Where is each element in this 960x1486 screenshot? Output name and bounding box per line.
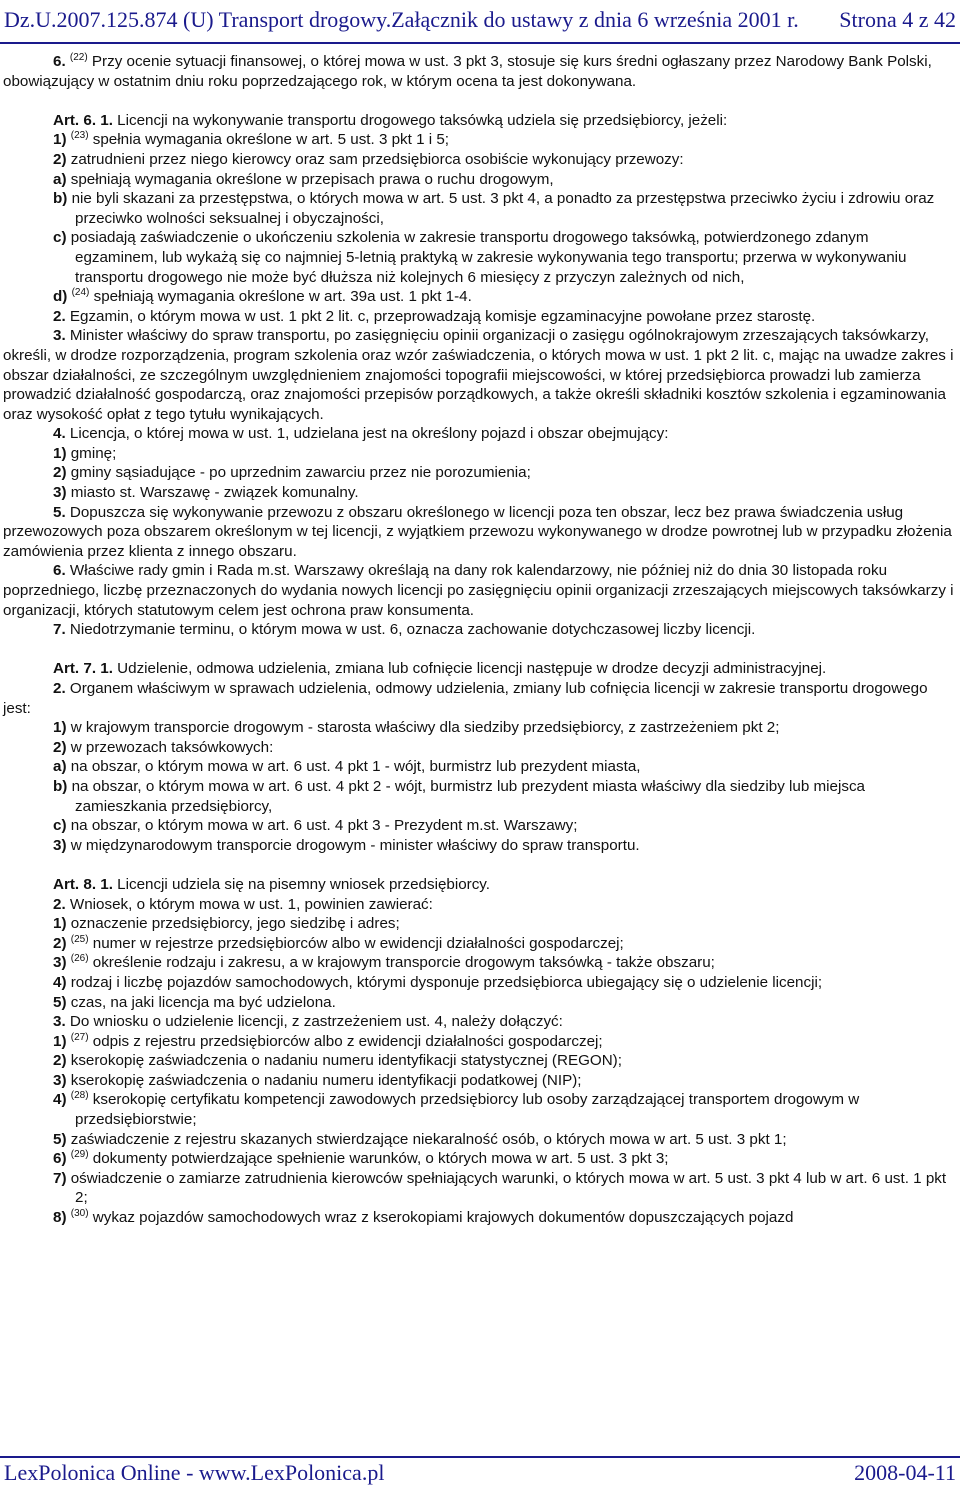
paragraph-text: Właściwe rady gmin i Rada m.st. Warszawy określają na dany rok kalendarzowy, nie później niż do dnia 30 listopada roku poprzedniego, liczbę przeznaczonych do wydania nowych licencji po zasięgnięciu opinii organizacji zrzeszających miejscowych taksówkarzy i organizacji, których statutowym celem jest ochrona praw konsumenta. — [3, 562, 954, 619]
paragraph — [3, 973, 955, 993]
paragraph-number: 2) — [53, 934, 67, 952]
paragraph — [3, 777, 955, 816]
paragraph-text: Licencja, o której mowa w ust. 1, udzielana jest na określony pojazd i obszar obejmujący: — [65, 425, 669, 443]
paragraph-number: 2) — [53, 464, 67, 482]
paragraph — [3, 150, 955, 170]
paragraph-number: 7) — [53, 1169, 67, 1187]
paragraph-number: b) — [53, 777, 68, 795]
paragraph-text: nie byli skazani za przestępstwa, o których mowa w art. 5 ust. 3 pkt 4, a ponadto za przestępstwa przeciwko życiu i zdrowiu oraz przeciwko wolności seksualnej i obyczajności, — [67, 190, 935, 227]
paragraph-number: 3) — [53, 954, 67, 972]
paragraph-spacer — [3, 855, 955, 875]
paragraph-text: określenie rodzaju i zakresu, a w krajowym transporcie drogowym taksówką - także obszaru; — [88, 954, 715, 972]
paragraph — [3, 170, 955, 190]
paragraph-text: spełniają wymagania określone w art. 39a ust. 1 pkt 1-4. — [89, 288, 472, 306]
paragraph-number: 4. — [53, 425, 66, 443]
paragraph — [3, 1012, 955, 1032]
paragraph-text: zatrudnieni przez niego kierowcy oraz sam przedsiębiorca osobiście wykonujący przewozy: — [66, 150, 684, 168]
footnote-marker: (29) — [70, 1149, 89, 1161]
paragraph-text: gminy sąsiadujące - po uprzednim zawarciu przez nie porozumienia; — [66, 464, 531, 482]
paragraph-number: 3) — [53, 1071, 67, 1089]
paragraph-text: Organem właściwym w sprawach udzielenia, odmowy udzielenia, zmiany lub cofnięcia licencji w zakresie transportu drogowego jest: — [3, 680, 928, 717]
paragraph — [3, 953, 955, 973]
paragraph — [3, 287, 955, 307]
paragraph — [3, 228, 955, 287]
paragraph-number: 5) — [53, 993, 67, 1011]
paragraph-spacer — [3, 91, 955, 111]
paragraph — [3, 718, 955, 738]
paragraph-number: 3) — [53, 484, 67, 502]
paragraph — [3, 111, 955, 131]
paragraph-text: Udzielenie, odmowa udzielenia, zmiana lub cofnięcie licencji następuje w drodze decyzji administracyjnej. — [112, 660, 827, 678]
paragraph-text: w krajowym transporcie drogowym - starosta właściwy dla siedziby przedsiębiorcy, z zastrzeżeniem pkt 2; — [66, 719, 780, 737]
paragraph — [3, 875, 955, 895]
paragraph-spacer — [3, 640, 955, 660]
paragraph-number: 4) — [53, 973, 67, 991]
paragraph — [3, 1169, 955, 1208]
header-divider — [0, 42, 960, 44]
footnote-marker: (24) — [71, 287, 90, 299]
paragraph — [3, 424, 955, 444]
paragraph-text: Minister właściwy do spraw transportu, po zasięgnięciu opinii organizacji o zasięgu ogólnokrajowym zrzeszających taksówkarzy, określi, w drodze rozporządzenia, program szkolenia oraz wzór zaświadczenia, o których mowa w ust. 1 pkt 2 lit. c, mając na uwadze zakres i obszar działalności, ze szczególnym uwzględnieniem znajomości topografii miejscowości, w której przedsiębiorca prowadzi lub zamierza prowadzić działalność gospodarczą, oraz znajomości przepisów porządkowych, a także określi składniki kosztów szkolenia i egzaminowania oraz wysokość opłat z tego tytułu wynikających. — [3, 327, 954, 423]
page-header — [0, 0, 960, 44]
paragraph-text: na obszar, o którym mowa w art. 6 ust. 4 pkt 2 - wójt, burmistrz lub prezydent miasta właściwy dla siedziby lub miejsca zamieszkania przedsiębiorcy, — [67, 777, 865, 815]
paragraph-text: w międzynarodowym transporcie drogowym - minister właściwy do spraw transportu. — [66, 836, 640, 854]
paragraph-number: 2) — [53, 738, 67, 756]
paragraph-number: 1) — [53, 444, 67, 462]
paragraph — [3, 895, 955, 915]
paragraph-number: a) — [53, 758, 67, 776]
paragraph — [3, 679, 955, 718]
paragraph — [3, 659, 955, 679]
paragraph-text: spełniają wymagania określone w przepisach prawa o ruchu drogowym, — [66, 170, 554, 188]
footer-divider — [0, 1456, 960, 1458]
page-footer — [0, 1456, 960, 1484]
paragraph-text: Egzamin, o którym mowa w ust. 1 pkt 2 lit. c, przeprowadzają komisje egzaminacyjne powołane przez starostę. — [65, 307, 816, 325]
paragraph-text: dokumenty potwierdzające spełnienie warunków, o których mowa w art. 5 ust. 3 pkt 3; — [88, 1150, 669, 1168]
footnote-marker: (27) — [70, 1031, 89, 1043]
paragraph-number: 2) — [53, 150, 67, 168]
paragraph-text: odpis z rejestru przedsiębiorców albo z ewidencji działalności gospodarczej; — [88, 1032, 603, 1050]
paragraph-number: 2. — [53, 895, 66, 913]
paragraph — [3, 620, 955, 640]
paragraph-number: 2. — [53, 680, 66, 697]
paragraph-number: 7. — [53, 621, 66, 639]
paragraph-text: kserokopię zaświadczenia o nadaniu numeru identyfikacji podatkowej (NIP); — [66, 1071, 582, 1089]
paragraph — [3, 738, 955, 758]
paragraph-number: 2) — [53, 1052, 67, 1070]
paragraph-text: miasto st. Warszawę - związek komunalny. — [66, 484, 359, 502]
paragraph — [3, 816, 955, 836]
paragraph — [3, 757, 955, 777]
document-body — [3, 52, 955, 1228]
paragraph-text: na obszar, o którym mowa w art. 6 ust. 4 pkt 3 - Prezydent m.st. Warszawy; — [66, 817, 578, 835]
paragraph — [3, 483, 955, 503]
paragraph-number: a) — [53, 170, 67, 188]
paragraph-number: Art. 6. 1. — [53, 111, 113, 129]
paragraph-text: rodzaj i liczbę pojazdów samochodowych, którymi dysponuje przedsiębiorca ubiegający się o udzielenie licencji; — [66, 973, 823, 991]
paragraph — [3, 1051, 955, 1071]
paragraph-number: c) — [53, 817, 67, 835]
paragraph — [3, 326, 955, 424]
paragraph-text: wykaz pojazdów samochodowych wraz z kserokopiami krajowych dokumentów dopuszczających pojazd — [88, 1209, 794, 1227]
paragraph-text: Niedotrzymanie terminu, o którym mowa w ust. 6, oznacza zachowanie dotychczasowej liczby licencji. — [65, 621, 756, 639]
footnote-marker: (28) — [70, 1090, 89, 1102]
paragraph-number: 1) — [53, 719, 67, 737]
paragraph-text: Dopuszcza się wykonywanie przewozu z obszaru określonego w licencji poza ten obszar, lecz bez prawa świadczenia usług przewozowych poza obszarem określonym w tej licencji, z wyjątkiem przewozu wykonywanego w drodze powrotnej lub w przypadku złożenia zamówienia przez klienta z innego obszaru. — [3, 503, 952, 560]
paragraph-number: 1) — [53, 131, 67, 149]
paragraph-text: Wniosek, o którym mowa w ust. 1, powinien zawierać: — [65, 895, 433, 913]
paragraph-text: Przy ocenie sytuacji finansowej, o której mowa w ust. 3 pkt 3, stosuje się kurs średni ogłaszany przez Narodowy Bank Polski, obowiązujący w ostatnim dniu roku poprzedzającego rok, w którym ocena ta jest dokonywana. — [3, 53, 932, 90]
paragraph-text: kserokopię certyfikatu kompetencji zawodowych przedsiębiorcy lub osoby zarządzającej transportem drogowym w przedsiębiorstwie; — [75, 1091, 860, 1129]
paragraph — [3, 1090, 955, 1129]
paragraph-number: d) — [53, 288, 68, 306]
header-document-reference: Dz.U.2007.125.874 (U) Transport drogowy.Załącznik do ustawy z dnia 6 września 2001 r. — [4, 7, 799, 32]
paragraph — [3, 1032, 955, 1052]
paragraph-text: numer w rejestrze przedsiębiorców albo w ewidencji działalności gospodarczej; — [88, 934, 624, 952]
paragraph — [3, 993, 955, 1013]
paragraph — [3, 1071, 955, 1091]
paragraph-text: oznaczenie przedsiębiorcy, jego siedzibę i adres; — [66, 915, 400, 933]
paragraph-text: zaświadczenie z rejestru skazanych stwierdzające niekaralność osób, o których mowa w art. 5 ust. 3 pkt 1; — [66, 1130, 787, 1148]
footnote-marker: (26) — [70, 953, 89, 965]
paragraph — [3, 130, 955, 150]
paragraph — [3, 836, 955, 856]
paragraph-number: 5) — [53, 1130, 67, 1148]
footer-date: 2008-04-11 — [854, 1460, 956, 1485]
paragraph-number: 3) — [53, 836, 67, 854]
paragraph-text: Licencji na wykonywanie transportu drogowego taksówką udziela się przedsiębiorcy, jeżeli: — [112, 111, 728, 129]
paragraph-number: 8) — [53, 1209, 67, 1227]
paragraph — [3, 52, 955, 91]
paragraph-number: 1) — [53, 1032, 67, 1050]
paragraph-number: 3. — [53, 1013, 66, 1031]
paragraph — [3, 463, 955, 483]
paragraph — [3, 561, 955, 620]
footnote-marker: (25) — [70, 933, 89, 945]
paragraph — [3, 934, 955, 954]
footnote-marker: (30) — [70, 1208, 89, 1220]
footer-source: LexPolonica Online - www.LexPolonica.pl — [4, 1460, 385, 1485]
paragraph-text: gminę; — [66, 444, 117, 462]
paragraph-text: oświadczenie o zamiarze zatrudnienia kierowców spełniających warunki, o których mowa w art. 5 ust. 3 pkt 4 lub w art. 6 ust. 1 pkt 2; — [66, 1169, 947, 1207]
paragraph-text: posiadają zaświadczenie o ukończeniu szkolenia w zakresie transportu drogowego taksówką, potwierdzonego zdanym egzaminem, lub wykażą się co najmniej 5-letnią praktyką w zakresie wykonywania tego transportu; przerwa w wykonywaniu transportu drogowego nie może być dłuższa niż kolejnych 6 miesięcy z przyczyn zależnych od nich, — [66, 229, 907, 286]
paragraph-number: c) — [53, 229, 67, 247]
paragraph — [3, 503, 955, 562]
paragraph-number: 1) — [53, 915, 67, 933]
paragraph-text: kserokopię zaświadczenia o nadaniu numeru identyfikacji statystycznej (REGON); — [66, 1052, 622, 1070]
paragraph-text: Licencji udziela się na pisemny wniosek przedsiębiorcy. — [112, 875, 490, 893]
paragraph-number: b) — [53, 190, 68, 208]
paragraph-number: 4) — [53, 1091, 67, 1109]
paragraph-number: 6. — [53, 562, 66, 580]
paragraph — [3, 189, 955, 228]
paragraph — [3, 444, 955, 464]
paragraph-text: spełnia wymagania określone w art. 5 ust. 3 pkt 1 i 5; — [88, 131, 450, 149]
paragraph — [3, 1149, 955, 1169]
paragraph-number: Art. 7. 1. — [53, 660, 113, 678]
paragraph-number: Art. 8. 1. — [53, 875, 113, 893]
paragraph — [3, 1130, 955, 1150]
footnote-marker: (22) — [69, 52, 88, 63]
paragraph-number: 2. — [53, 307, 66, 325]
paragraph-text: w przewozach taksówkowych: — [66, 738, 274, 756]
paragraph-number: 3. — [53, 327, 66, 345]
paragraph — [3, 307, 955, 327]
paragraph-text: na obszar, o którym mowa w art. 6 ust. 4 pkt 1 - wójt, burmistrz lub prezydent miasta, — [66, 758, 641, 776]
footnote-marker: (23) — [70, 130, 89, 142]
paragraph-text: czas, na jaki licencja ma być udzielona. — [66, 993, 336, 1011]
paragraph-text: Do wniosku o udzielenie licencji, z zastrzeżeniem ust. 4, należy dołączyć: — [65, 1013, 563, 1031]
paragraph-number: 6. — [53, 53, 66, 70]
header-page-number: Strona 4 z 42 — [839, 7, 956, 32]
paragraph — [3, 1208, 955, 1228]
paragraph — [3, 914, 955, 934]
paragraph-number: 5. — [53, 503, 66, 521]
paragraph-number: 6) — [53, 1150, 67, 1168]
